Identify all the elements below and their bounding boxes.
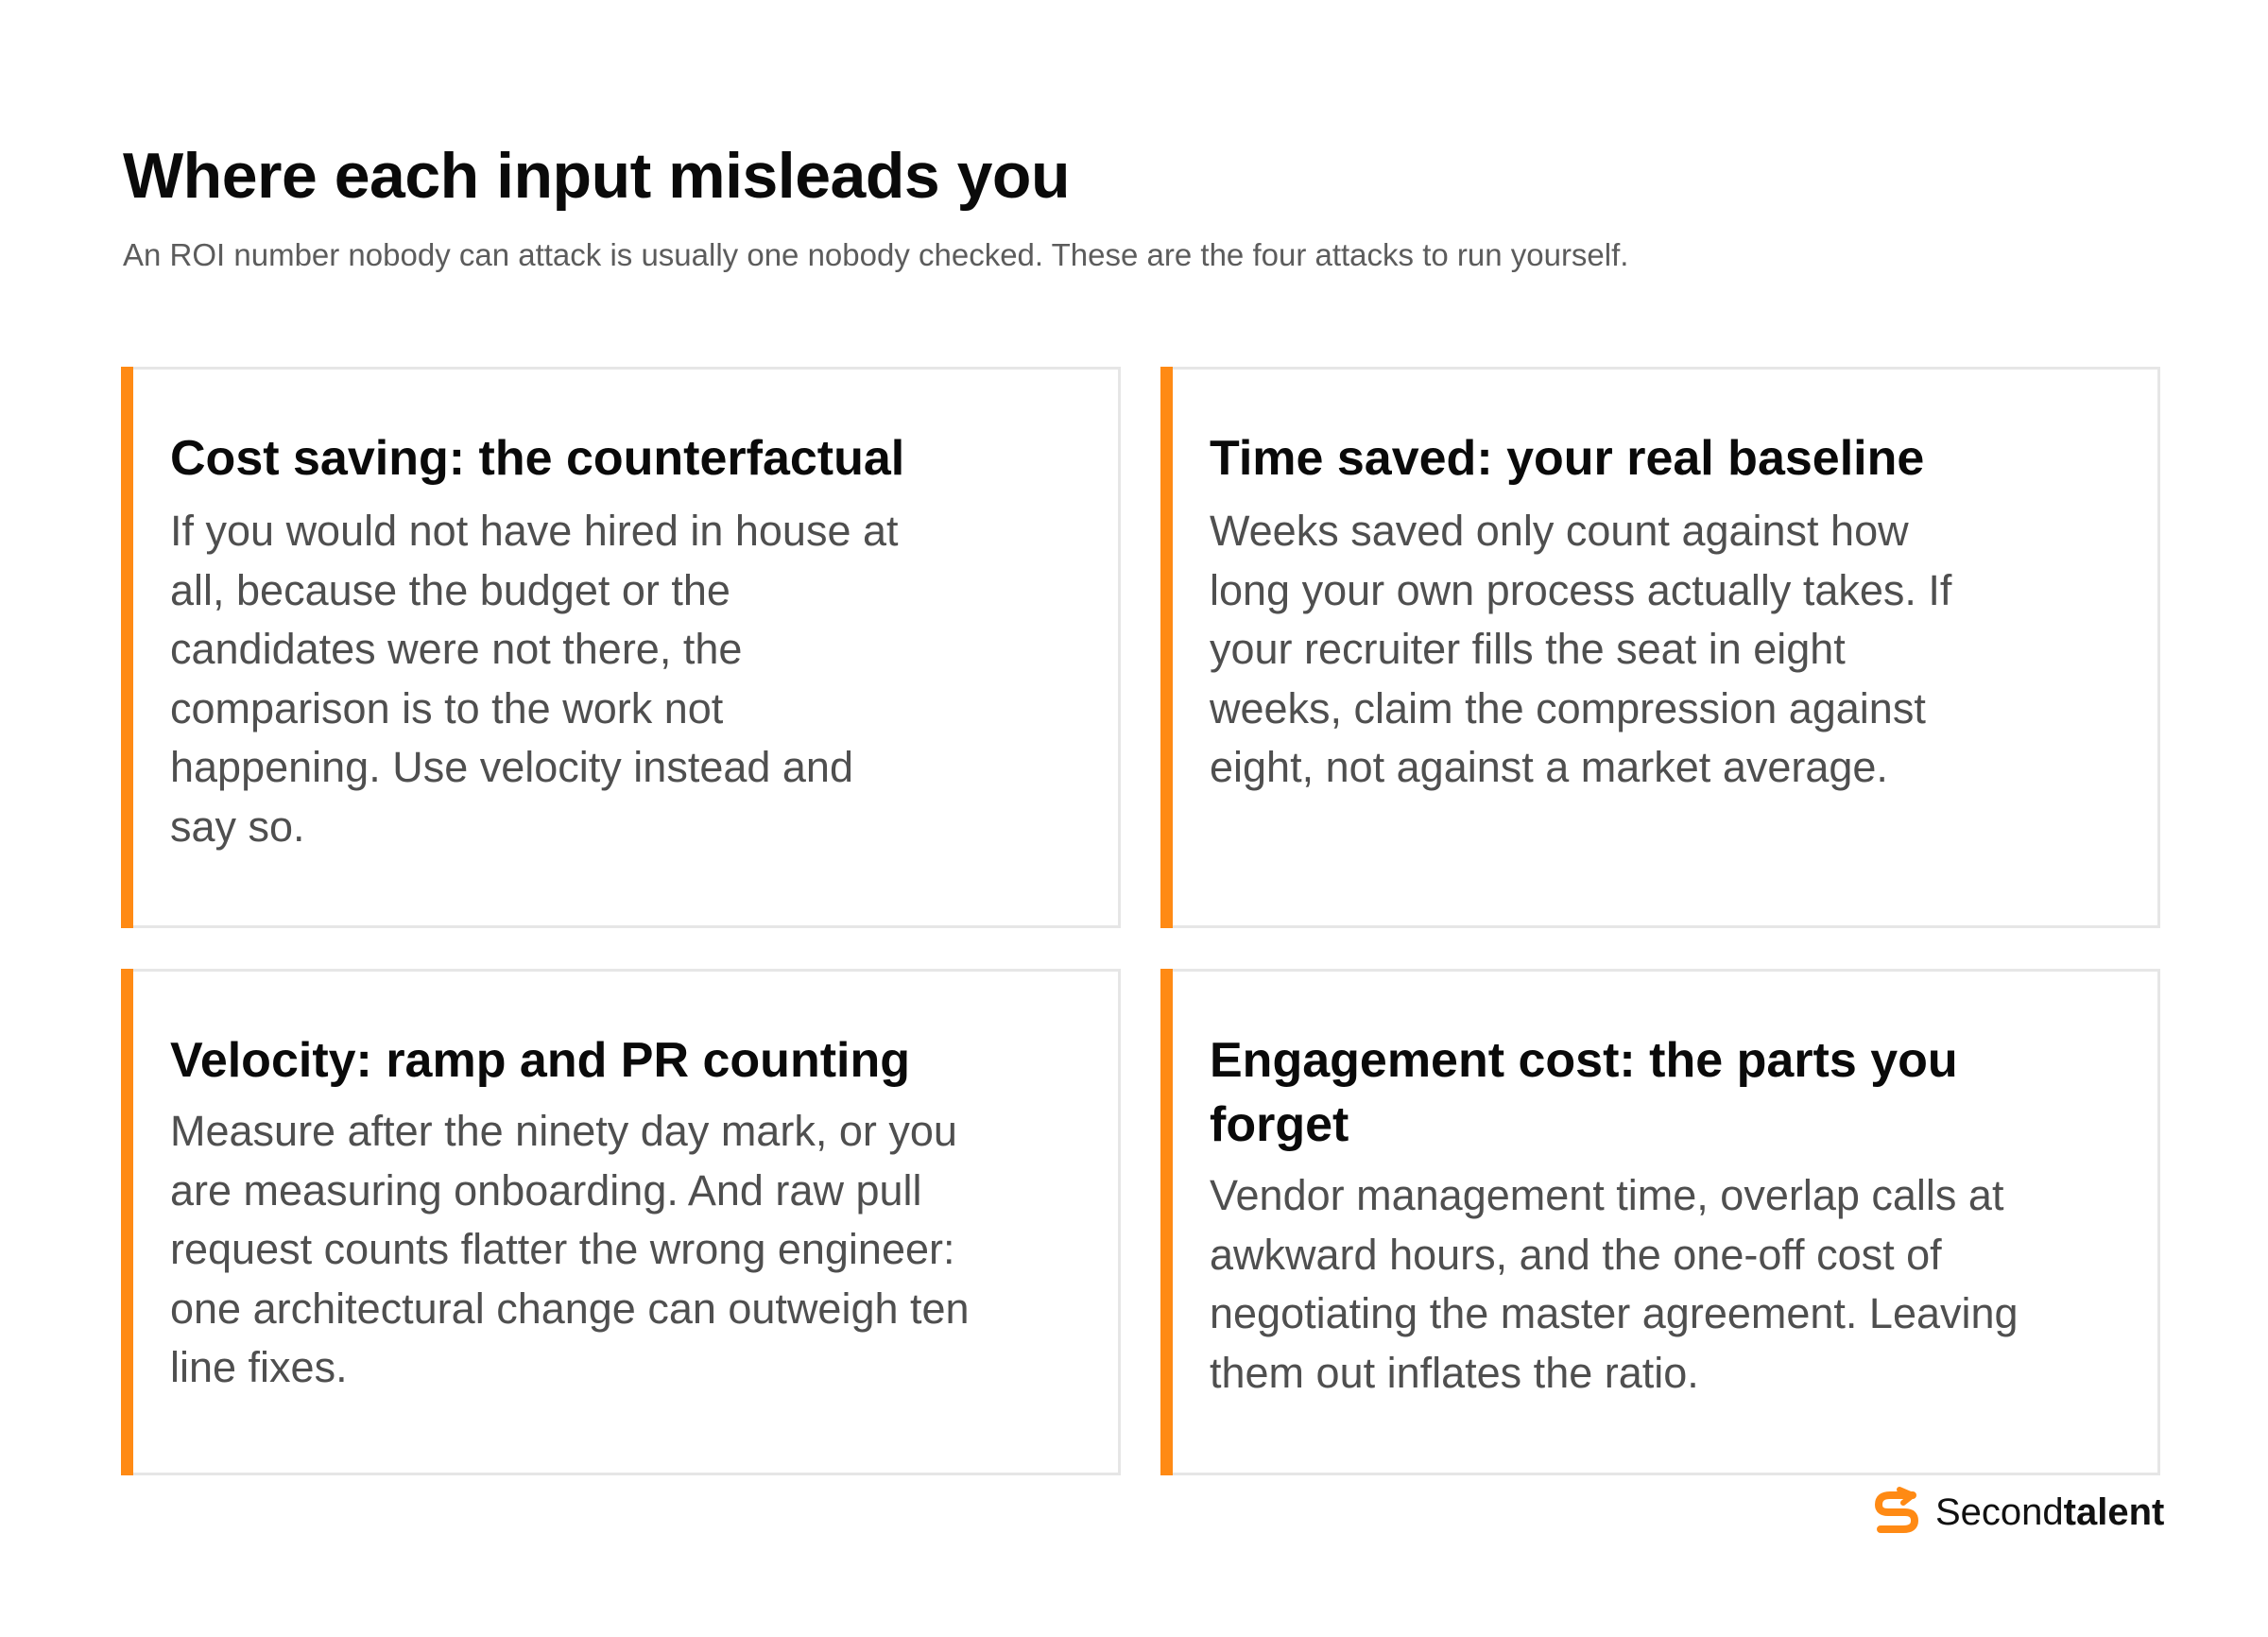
card-body: Vendor management time, overlap calls at awkward hours, and the one-off cost of negotiating the master agreement. Leaving them out inflates the ratio. (1210, 1171, 2019, 1397)
card-body: If you would not have hired in house at all, because the budget or the candidates were not there, the comparison is to the work not happening. Use velocity instead and say so. (170, 507, 899, 851)
card-velocity (121, 969, 1121, 1475)
card-title: Time saved: your real baseline (1210, 431, 1925, 486)
card-title: Engagement cost: the parts you forget (1210, 1033, 1958, 1152)
card-accent-bar (1160, 367, 1173, 928)
card-body: Measure after the ninety day mark, or you are measuring onboarding. And raw pull request counts flatter the wrong engineer: one architectural change can outweigh ten line fixes. (170, 1107, 970, 1391)
brand-name (1935, 1490, 2164, 1535)
brand-logo (1871, 1484, 2164, 1541)
brand-name-regular: Second (1935, 1491, 2064, 1533)
page-subtitle: An ROI number nobody can attack is usually one nobody checked. These are the four attacks to run yourself. (123, 237, 1629, 272)
card-time-saved (1160, 367, 2160, 928)
card-title: Cost saving: the counterfactual (170, 431, 905, 486)
page-title: Where each input misleads you (123, 140, 1070, 212)
card-accent-bar (121, 367, 133, 928)
card-body: Weeks saved only count against how long your own process actually takes. If your recruiter fills the seat in eight weeks, claim the compression against eight, not against a market average. (1210, 507, 1952, 791)
card-accent-bar (1160, 969, 1173, 1475)
brand-name-bold: talent (2063, 1491, 2165, 1533)
card-accent-bar (121, 969, 133, 1475)
card-title: Velocity: ramp and PR counting (170, 1033, 910, 1088)
card-cost-saving (121, 367, 1121, 928)
card-engagement-cost (1160, 969, 2160, 1475)
secondtalent-s-logo-icon (1871, 1486, 1922, 1539)
